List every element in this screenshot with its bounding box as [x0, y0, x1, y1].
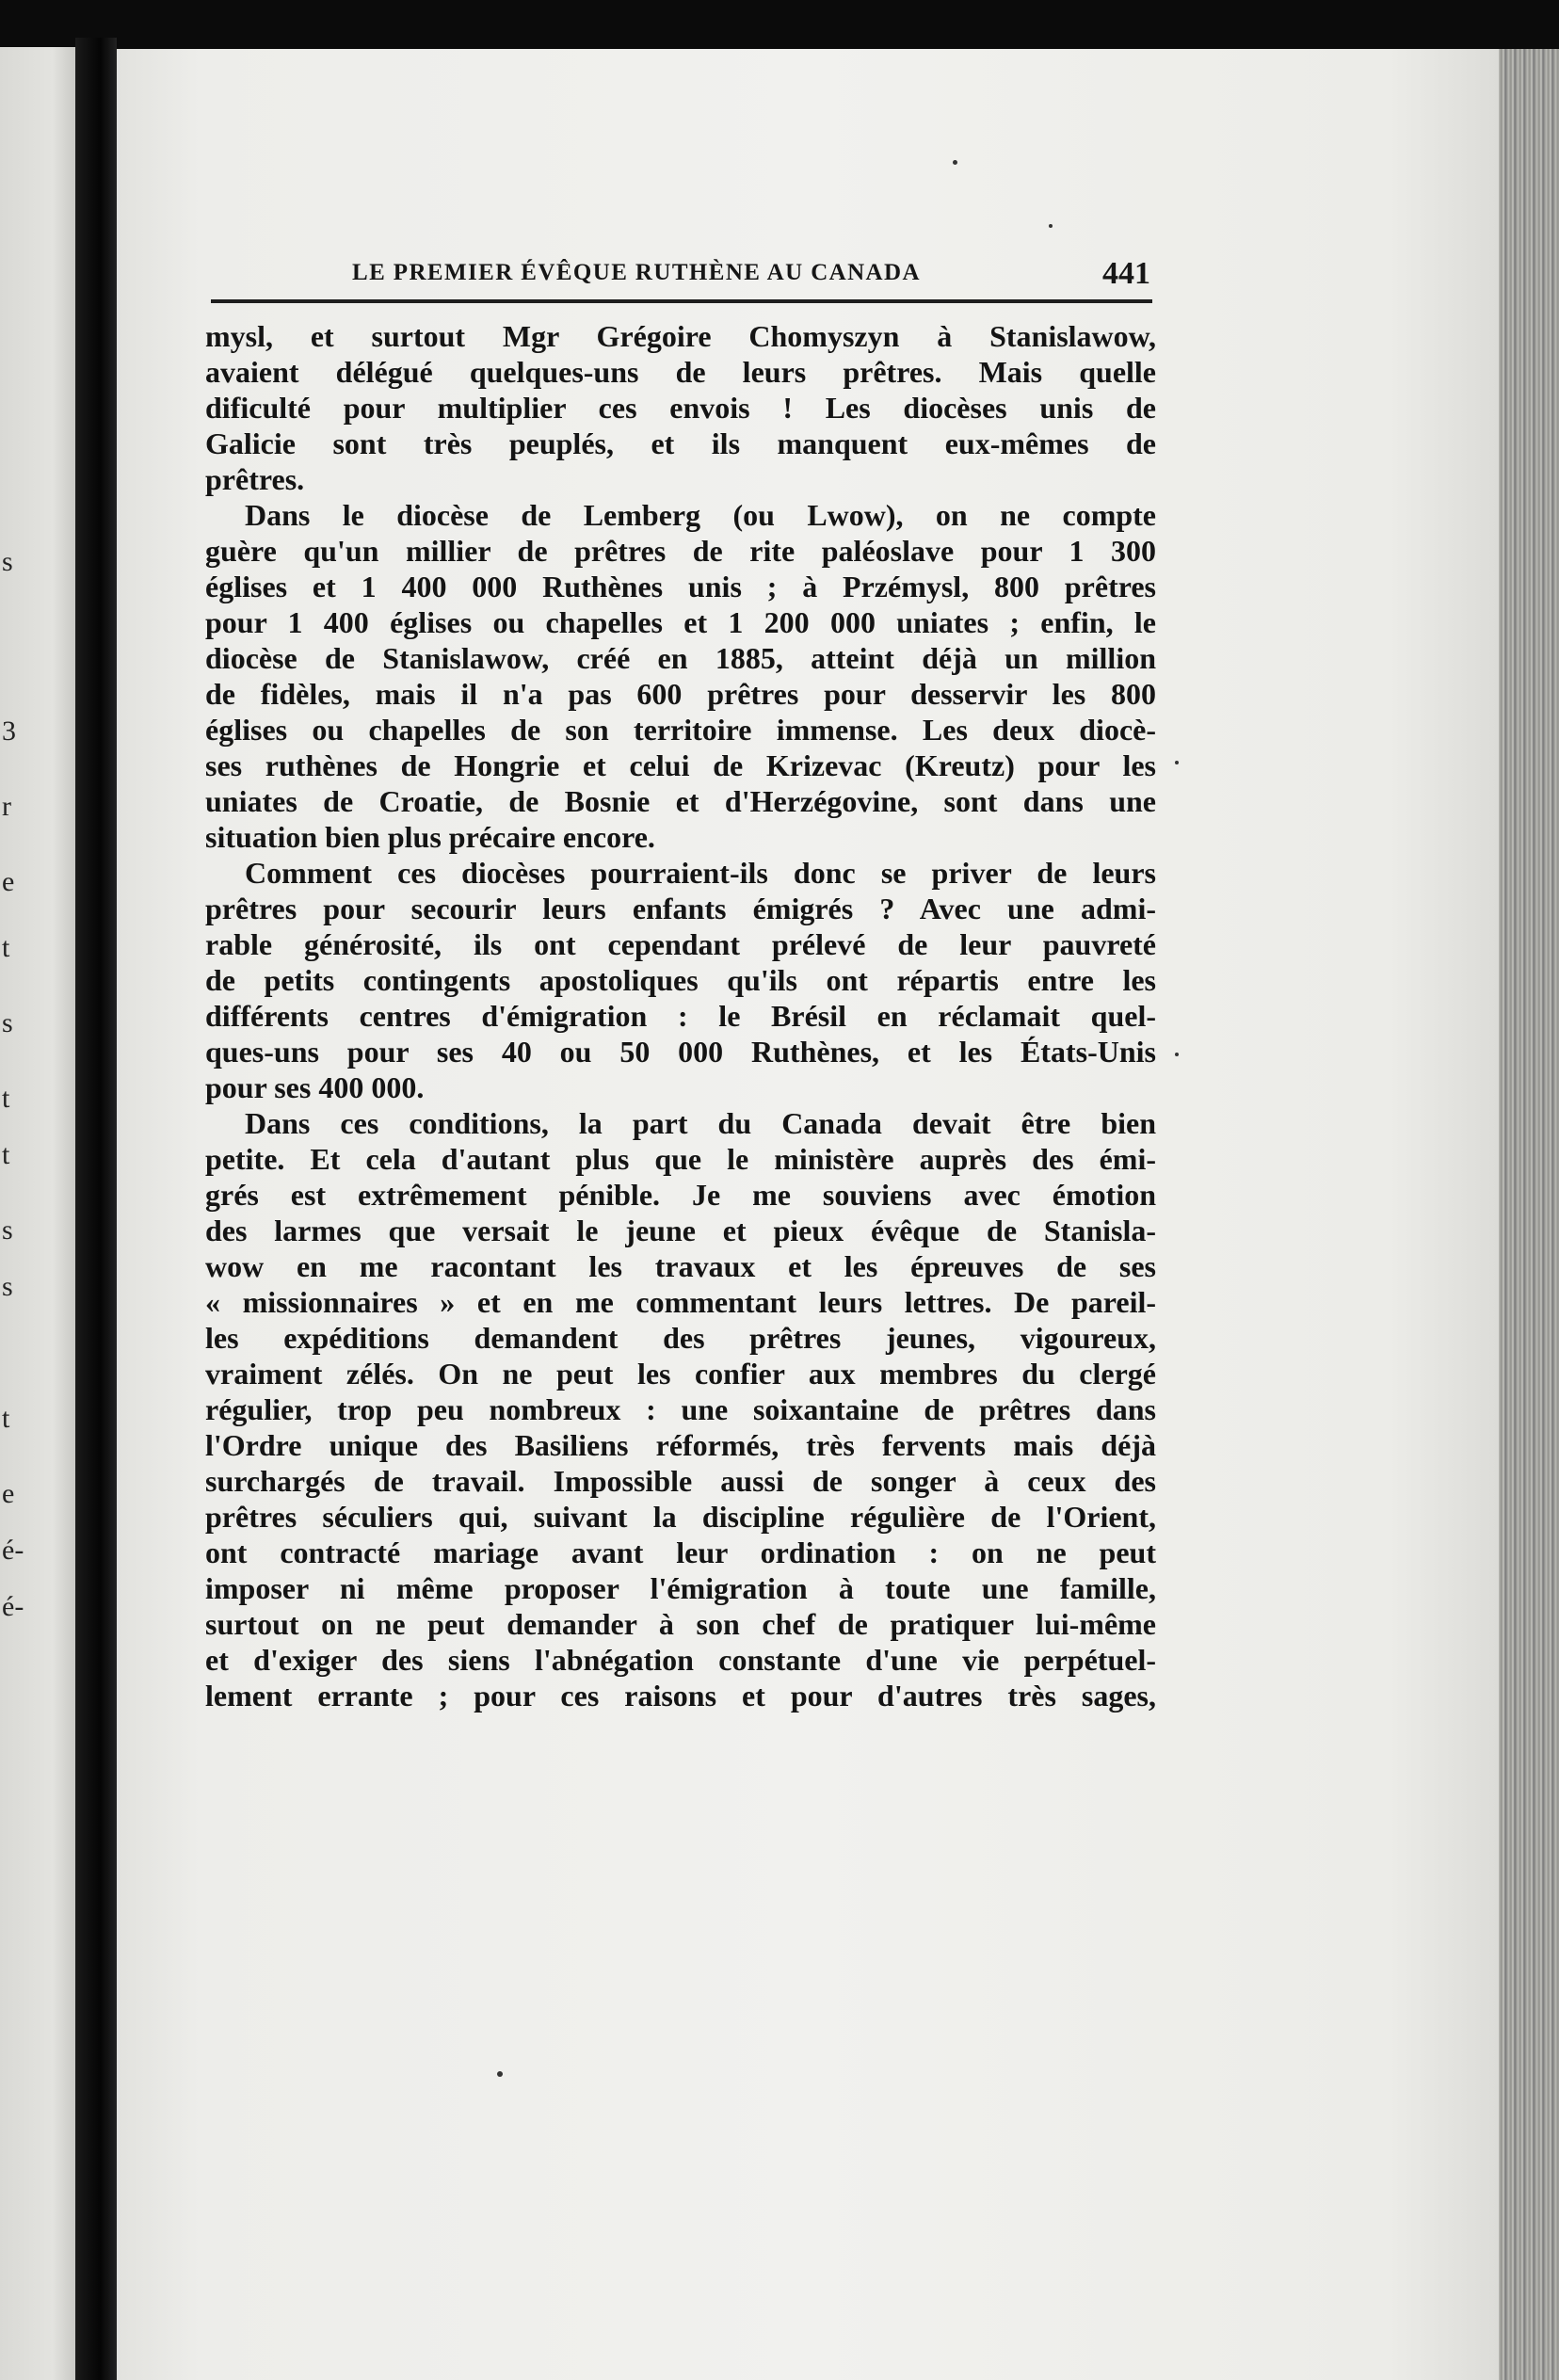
left-page-fragment: e: [2, 866, 15, 897]
text-line: prêtres.: [205, 462, 305, 496]
text-line: de petits contingents apostoliques qu'ils ont répartis entre les: [205, 963, 1156, 997]
text-line: Dans le diocèse de Lemberg (ou Lwow), on ne compte: [245, 498, 1156, 532]
text-line: et d'exiger des siens l'abnégation constante d'une vie perpétuel-: [205, 1643, 1156, 1677]
text-line: vraiment zélés. On ne peut les confier aux membres du clergé: [205, 1357, 1156, 1391]
text-line: surchargés de travail. Impossible aussi de songer à ceux des: [205, 1464, 1156, 1498]
text-line: guère qu'un millier de prêtres de rite paléoslave pour 1 300: [205, 534, 1156, 568]
left-page-sliver: [0, 47, 75, 2380]
text-line: petite. Et cela d'autant plus que le ministère auprès des émi-: [205, 1142, 1156, 1176]
text-line: wow en me racontant les travaux et les épreuves de ses: [205, 1249, 1156, 1283]
text-line: églises ou chapelles de son territoire immense. Les deux diocè-: [205, 713, 1156, 747]
text-line: lement errante ; pour ces raisons et pour d'autres très sages,: [205, 1679, 1156, 1713]
text-line: Comment ces diocèses pourraient-ils donc se priver de leurs: [245, 856, 1156, 890]
left-page-fragment: t: [2, 1083, 10, 1114]
text-line: diocèse de Stanislawow, créé en 1885, atteint déjà un million: [205, 641, 1156, 675]
text-line: Galicie sont très peuplés, et ils manquent eux-mêmes de: [205, 426, 1156, 460]
text-line: rable générosité, ils ont cependant prélevé de leur pauvreté: [205, 927, 1156, 961]
left-page-fragments: [2, 47, 30, 2380]
book-gutter: [75, 38, 117, 2380]
left-page-fragment: t: [2, 932, 10, 963]
text-line: imposer ni même proposer l'émigration à toute une famille,: [205, 1571, 1156, 1605]
page-header: [352, 256, 1152, 294]
text-line: pour 1 400 églises ou chapelles et 1 200 000 uniates ; enfin, le: [205, 605, 1156, 639]
left-page-fragment: t: [2, 1403, 10, 1434]
left-page-fragment: s: [2, 546, 13, 577]
left-page-fragment: é-: [2, 1591, 24, 1622]
text-line: prêtres pour secourir leurs enfants émigrés ? Avec une admi-: [205, 892, 1156, 925]
text-line: ont contracté mariage avant leur ordination : on ne peut: [205, 1536, 1156, 1569]
text-line: mysl, et surtout Mgr Grégoire Chomyszyn à Stanislawow,: [205, 319, 1156, 353]
text-line: des larmes que versait le jeune et pieux évêque de Stanisla-: [205, 1214, 1156, 1247]
text-line: de fidèles, mais il n'a pas 600 prêtres pour desservir les 800: [205, 677, 1156, 711]
text-line: « missionnaires » et en me commentant leurs lettres. De pareil-: [205, 1285, 1156, 1319]
page-edges: [1499, 49, 1559, 2380]
left-page-fragment: s: [2, 1214, 13, 1246]
text-line: dificulté pour multiplier ces envois ! Les diocèses unis de: [205, 391, 1156, 425]
text-line: l'Ordre unique des Basiliens réformés, très fervents mais déjà: [205, 1428, 1156, 1462]
running-title: LE PREMIER ÉVÊQUE RUTHÈNE AU CANADA: [352, 260, 921, 285]
text-line: avaient délégué quelques-uns de leurs prêtres. Mais quelle: [205, 355, 1156, 389]
text-line: grés est extrêmement pénible. Je me souviens avec émotion: [205, 1178, 1156, 1212]
dust-speck: [1175, 1053, 1179, 1056]
left-page-fragment: s: [2, 1271, 13, 1302]
text-line: pour ses 400 000.: [205, 1070, 425, 1104]
text-line: les expéditions demandent des prêtres jeunes, vigoureux,: [205, 1321, 1156, 1355]
body-text: [205, 318, 1156, 1713]
text-line: différents centres d'émigration : le Brésil en réclamait quel-: [205, 999, 1156, 1033]
text-line: églises et 1 400 000 Ruthènes unis ; à Przémysl, 800 prêtres: [205, 570, 1156, 603]
dust-speck: [1175, 761, 1179, 764]
text-line: ques-uns pour ses 40 ou 50 000 Ruthènes, et les États-Unis: [205, 1035, 1156, 1069]
dust-speck: [497, 2071, 503, 2077]
text-line: Dans ces conditions, la part du Canada devait être bien: [245, 1106, 1156, 1140]
page-number: 441: [1102, 256, 1150, 291]
dust-speck: [953, 160, 957, 165]
dust-speck: [1049, 224, 1053, 228]
text-line: ses ruthènes de Hongrie et celui de Krizevac (Kreutz) pour les: [205, 748, 1156, 782]
left-page-fragment: é-: [2, 1535, 24, 1566]
left-page-fragment: e: [2, 1478, 15, 1509]
left-page-fragment: t: [2, 1139, 10, 1170]
text-line: régulier, trop peu nombreux : une soixantaine de prêtres dans: [205, 1392, 1156, 1426]
text-line: uniates de Croatie, de Bosnie et d'Herzégovine, sont dans une: [205, 784, 1156, 818]
text-line: surtout on ne peut demander à son chef de pratiquer lui-même: [205, 1607, 1156, 1641]
text-line: prêtres séculiers qui, suivant la discipline régulière de l'Orient,: [205, 1500, 1156, 1534]
left-page-fragment: 3: [2, 716, 16, 747]
left-page-fragment: s: [2, 1007, 13, 1038]
header-rule: [211, 299, 1152, 303]
left-page-fragment: r: [2, 791, 11, 822]
text-line: situation bien plus précaire encore.: [205, 820, 655, 854]
